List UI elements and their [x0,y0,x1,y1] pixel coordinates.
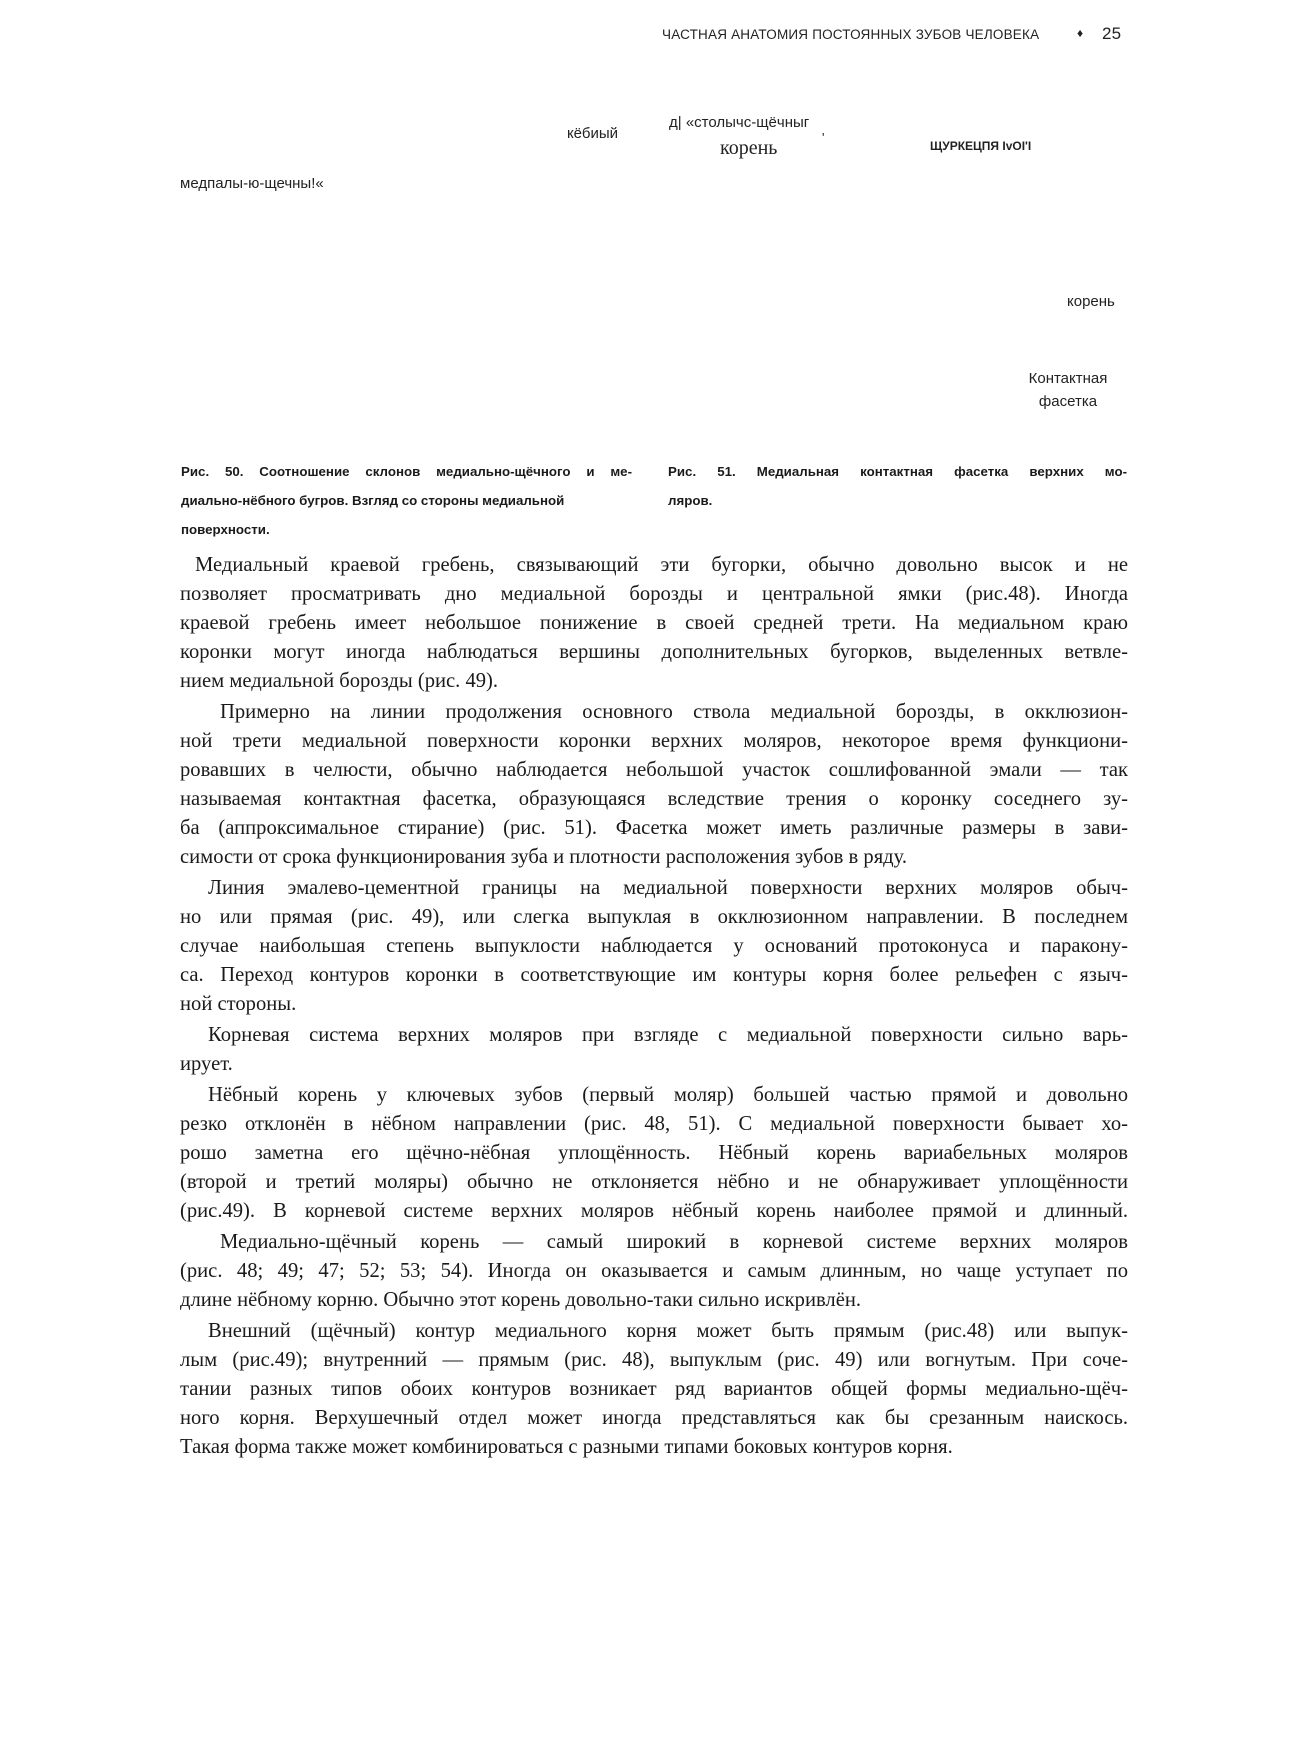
text-line: ба (аппроксимальное стирание) (рис. 51). Фасетка может иметь различные размеры в зави- [180,817,1128,839]
paragraph [180,874,1128,1019]
label-medial-buccal-top: д| «столычс-щёчныг [669,114,810,131]
label-koren-right: корень [1067,293,1115,310]
text-line: краевой гребень имеет небольшое понижение в своей средней трети. На медиальном краю [180,612,1128,634]
text-line: симости от срока функционирования зуба и плотности расположения зубов в ряду. [180,846,908,868]
caption-line: диально-нёбного бугров. Взгляд со стороны медиальной [181,493,565,508]
running-header [600,24,1130,48]
text-line: нием медиальной борозды (рис. 49). [180,670,499,692]
text-line: называемая контактная фасетка, образующаяся вследствие трения о коронку соседнего зу- [180,788,1128,810]
text-line: длине нёбному корню. Обычно этот корень довольно-таки сильно искривлён. [180,1289,862,1311]
page-number: 25 [1102,24,1122,43]
text-line: са. Переход контуров коронки в соответствующие им контуры корня более рельефен с языч- [180,964,1128,986]
text-line: Медиальный краевой гребень, связывающий эти бугорки, обычно довольно высок и не [195,554,1128,576]
label-nebny: кёбиый [567,125,619,142]
label-medial-buccal-left: медпалы-ю-щечны!« [180,175,324,192]
label-contact-facet-1: Контактная [1028,370,1108,387]
diamond-icon: ♦ [1077,26,1084,40]
text-line: ного корня. Верхушечный отдел может иногда представляться как бы срезанным наискось. [180,1407,1128,1429]
paragraph [180,1021,1128,1079]
text-line: резко отклонён в нёбном направлении (рис. 48, 51). С медиальной поверхности бывает хо- [180,1113,1128,1135]
text-line: ной трети медиальной поверхности коронки верхних моляров, некоторое время функциони- [180,730,1128,752]
label-tick: ' [822,130,825,145]
text-line: тании разных типов обоих контуров возникает ряд вариантов общей формы медиально-щёч- [180,1378,1128,1400]
text-line: Линия эмалево-цементной границы на медиальной поверхности верхних моляров обыч- [208,877,1128,899]
text-line: ровавших в челюсти, обычно наблюдается небольшой участок сошлифованной эмали — так [180,759,1128,781]
label-koren-top: корень [720,137,778,159]
text-line: ной стороны. [180,993,297,1015]
paragraph [180,1317,1128,1462]
text-line: случае наибольшая степень выпуклости наблюдается у оснований протоконуса и паракону- [180,935,1128,957]
text-line: лым (рис.49); внутренний — прямым (рис. 48), выпуклым (рис. 49) или вогнутым. При соче- [180,1349,1128,1371]
text-line: (рис.49). В корневой системе верхних моляров нёбный корень наиболее прямой и длинный. [180,1200,1128,1222]
caption-line: поверхности. [181,522,270,537]
paragraph [180,551,1128,696]
text-line: Внешний (щёчный) контур медиального корня может быть прямым (рис.48) или выпук- [208,1320,1128,1342]
text-line: ирует. [180,1053,233,1075]
caption-line: Рис. 51. Медиальная контактная фасетка верхних мо- [668,464,1127,479]
running-header-title: ЧАСТНАЯ АНАТОМИЯ ПОСТОЯННЫХ ЗУБОВ ЧЕЛОВЕКА [662,27,1040,42]
text-line: Медиально-щёчный корень — самый широкий в корневой системе верхних моляров [220,1231,1128,1253]
paragraph [180,1228,1128,1315]
text-line: Примерно на линии продолжения основного ствола медиальной борозды, в окклюзион- [220,701,1128,723]
label-contact-facet-2: фасетка [1038,393,1098,410]
text-line: Такая форма также может комбинироваться с разными типами боковых контуров корня. [180,1436,953,1458]
body-text [180,551,1128,1462]
caption-line: ляров. [668,493,713,508]
caption-line: Рис. 50. Соотношение склонов медиально-щёчного и ме- [181,464,632,479]
caption-fig50 [181,462,632,549]
text-line: Корневая система верхних моляров при взгляде с медиальной поверхности сильно варь- [208,1024,1128,1046]
paragraph [180,698,1128,872]
label-shchurkeceya: ЩУРКЕЦПЯ IvOI'I [930,139,1032,153]
text-line: но или прямая (рис. 49), или слегка выпуклая в окклюзионном направлении. В последнем [180,906,1128,928]
text-line: коронки могут иногда наблюдаться вершины дополнительных бугорков, выделенных ветвле- [180,641,1128,663]
text-line: рошо заметна его щёчно-нёбная уплощённость. Нёбный корень вариабельных моляров [180,1142,1128,1164]
text-line: (рис. 48; 49; 47; 52; 53; 54). Иногда он оказывается и самым длинным, но чаще уступает по [180,1260,1128,1282]
caption-fig51 [668,462,1127,520]
paragraph [180,1081,1128,1226]
text-line: (второй и третий моляры) обычно не отклоняется нёбно и не обнаруживает уплощённости [180,1171,1128,1193]
text-line: позволяет просматривать дно медиальной борозды и центральной ямки (рис.48). Иногда [180,583,1128,605]
text-line: Нёбный корень у ключевых зубов (первый моляр) большей частью прямой и довольно [208,1084,1128,1106]
